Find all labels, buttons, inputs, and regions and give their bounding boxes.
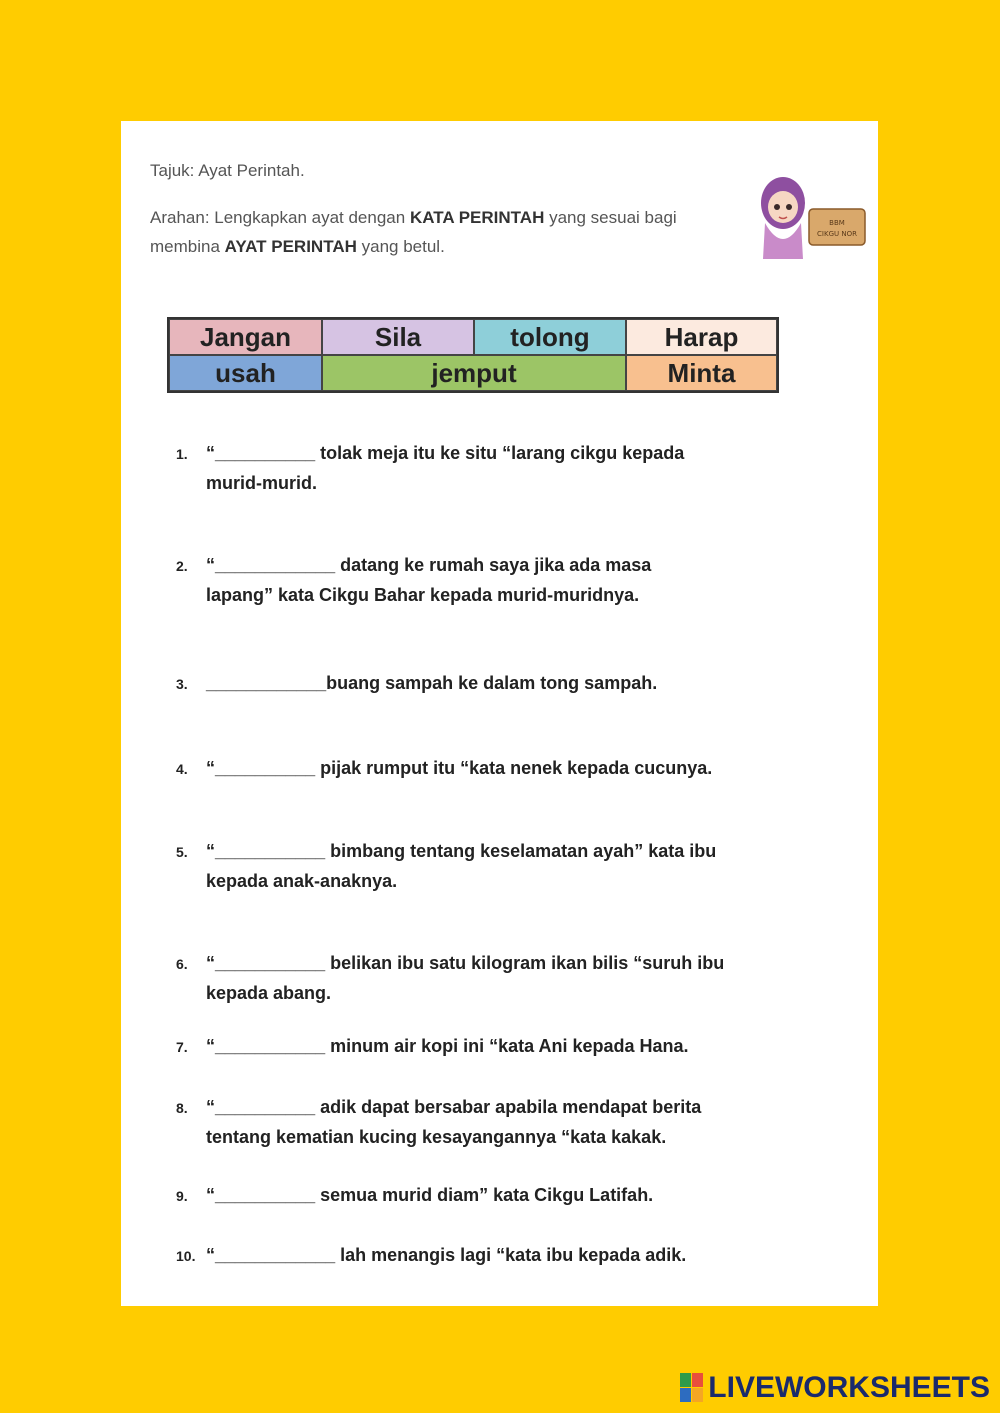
question-4: [176, 754, 816, 784]
question-8: [176, 1093, 816, 1152]
instructions-bold-2: AYAT PERINTAH: [224, 237, 357, 256]
question-line-2: murid-murid.: [206, 473, 317, 493]
question-number: 6.: [176, 956, 188, 972]
question-line-1[interactable]: ____________buang sampah ke dalam tong sampah.: [206, 673, 658, 693]
question-line-2: kepada anak-anaknya.: [206, 871, 398, 891]
logo-text: LIVEWORKSHEETS: [708, 1371, 990, 1404]
instructions: [150, 203, 740, 261]
word-jemput[interactable]: jemput: [322, 355, 626, 391]
word-tolong[interactable]: tolong: [474, 319, 626, 355]
question-9: [176, 1181, 816, 1211]
badge-line-1: BBM: [829, 219, 845, 227]
word-jangan[interactable]: Jangan: [169, 319, 322, 355]
question-number: 5.: [176, 844, 188, 860]
question-number: 1.: [176, 446, 188, 462]
teacher-avatar-icon: [751, 163, 871, 263]
question-line-1[interactable]: “___________ bimbang tentang keselamatan ayah” kata ibu: [206, 841, 717, 861]
word-usah[interactable]: usah: [169, 355, 322, 391]
question-3: [176, 669, 816, 699]
word-harap[interactable]: Harap: [626, 319, 777, 355]
question-number: 8.: [176, 1100, 188, 1116]
question-1: [176, 439, 816, 498]
question-line-1[interactable]: “___________ minum air kopi ini “kata Ani kepada Hana.: [206, 1036, 689, 1056]
question-line-1[interactable]: “____________ lah menangis lagi “kata ibu kepada adik.: [206, 1245, 687, 1265]
question-line-1[interactable]: “__________ adik dapat bersabar apabila mendapat berita: [206, 1097, 702, 1117]
question-line-1[interactable]: “__________ semua murid diam” kata Cikgu Latifah.: [206, 1185, 654, 1205]
instructions-prefix: Arahan: Lengkapkan ayat dengan: [150, 208, 410, 227]
word-minta[interactable]: Minta: [626, 355, 777, 391]
question-number: 4.: [176, 761, 188, 777]
question-number: 2.: [176, 558, 188, 574]
question-line-2: kepada abang.: [206, 983, 332, 1003]
question-line-1[interactable]: “___________ belikan ibu satu kilogram ikan bilis “suruh ibu: [206, 953, 725, 973]
word-bank-table: [167, 317, 779, 393]
question-line-1[interactable]: “__________ tolak meja itu ke situ “larang cikgu kepada: [206, 443, 685, 463]
question-line-1[interactable]: “__________ pijak rumput itu “kata nenek kepada cucunya.: [206, 758, 713, 778]
question-number: 10.: [176, 1248, 196, 1264]
question-number: 3.: [176, 676, 188, 692]
worksheet-page: [121, 121, 878, 1306]
question-2: [176, 551, 816, 610]
question-number: 9.: [176, 1188, 188, 1204]
live-badge-icon: [680, 1373, 704, 1403]
question-line-2: tentang kematian kucing kesayangannya “kata kakak.: [206, 1127, 667, 1147]
question-line-1[interactable]: “____________ datang ke rumah saya jika ada masa: [206, 555, 652, 575]
instructions-suffix: yang betul.: [356, 237, 445, 256]
question-6: [176, 949, 816, 1008]
badge: [809, 209, 865, 245]
badge-line-2: CIKGU NOR: [817, 230, 857, 238]
question-10: [176, 1241, 816, 1271]
worksheet-title: Tajuk: Ayat Perintah.: [150, 161, 305, 180]
question-7: [176, 1032, 816, 1062]
question-line-2: lapang” kata Cikgu Bahar kepada murid-muridnya.: [206, 585, 640, 605]
question-number: 7.: [176, 1039, 188, 1055]
question-5: [176, 837, 816, 896]
liveworksheets-logo[interactable]: [680, 1371, 990, 1405]
instructions-bold-1: KATA PERINTAH: [409, 208, 545, 227]
word-sila[interactable]: Sila: [322, 319, 474, 355]
instructions-mid: yang sesuai bagi membina: [150, 208, 677, 256]
